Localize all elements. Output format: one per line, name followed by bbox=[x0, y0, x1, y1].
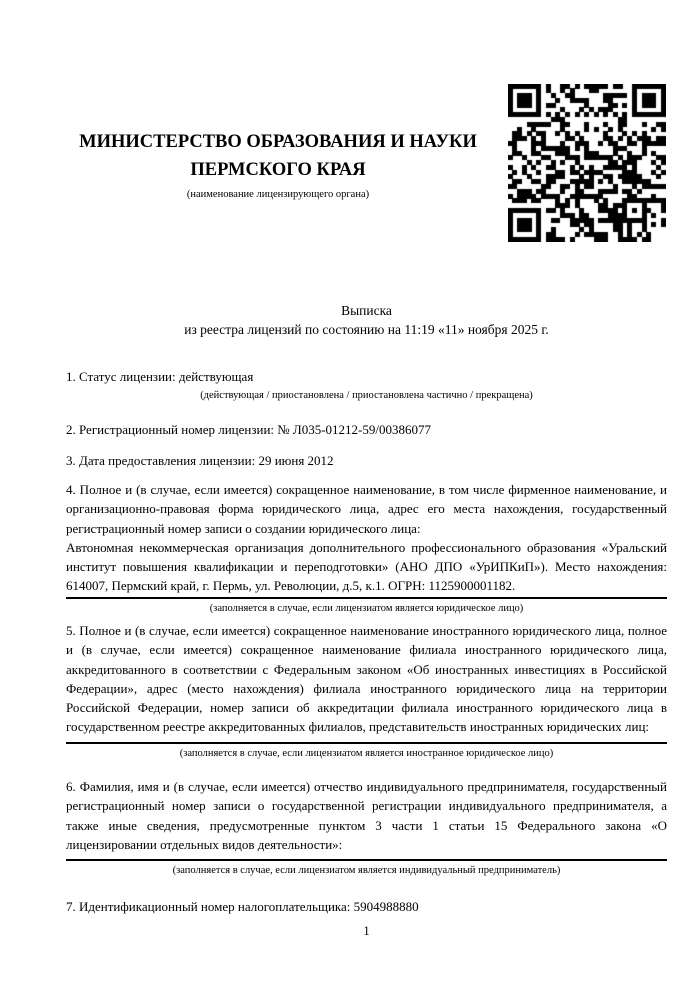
licensing-authority-header bbox=[66, 128, 490, 201]
ministry-name-caption: (наименование лицензирующего органа) bbox=[186, 189, 370, 200]
section-license-status bbox=[66, 367, 667, 403]
legal-entity-value: Автономная некоммерческая организация дополнительного профессионального образования «Уральский институт повышения квалификации и переподготовки» (АНО ДПО «УрИПКиП»). Место нахождения: 614007, Пермский край, г. Пермь, ул. Революции, д.5, к.1. ОГРН: 1125900001182. bbox=[66, 539, 667, 594]
registration-number-line: 2. Регистрационный номер лицензии: № Л035-01212-59/00386077 bbox=[66, 422, 432, 437]
document-title: Выписка bbox=[341, 303, 392, 318]
section-foreign-entity bbox=[66, 621, 667, 761]
section-legal-entity bbox=[66, 480, 667, 616]
grant-date-line: 3. Дата предоставления лицензии: 29 июня 2012 bbox=[66, 453, 334, 468]
section-grant-date bbox=[66, 451, 667, 470]
section-inn bbox=[66, 897, 667, 916]
individual-entrepreneur-note: (заполняется в случае, если лицензиатом является индивидуальный предприниматель) bbox=[172, 865, 561, 877]
legal-entity-label: 4. Полное и (в случае, если имеется) сокращенное наименование, в том числе фирменное наименование, и организационно-правовая форма юридического лица, адрес его места нахождения, государственный регистрационный номер записи о создании юридического лица: bbox=[66, 482, 667, 536]
document-subtitle: из реестра лицензий по состоянию на 11:19 «11» ноября 2025 г. bbox=[184, 322, 549, 337]
foreign-entity-fill-line bbox=[66, 742, 667, 744]
foreign-entity-note: (заполняется в случае, если лицензиатом является иностранное юридическое лицо) bbox=[179, 747, 554, 759]
foreign-entity-label: 5. Полное и (в случае, если имеется) сокращенное наименование иностранного юридического лица, полное и (в случае, если имеется) сокращенное наименование филиала иностранного юридического лица, аккредитованного в соответствии с Федеральным законом «Об иностранных инвестициях в Российской Федерации», адрес (место нахождения) филиала иностранного юридического лица на территории Российской Федерации, номер записи об аккредитации филиала иностранного юридического лица в государственном реестре аккредитованных филиалов, представительств иностранных юридических лиц: bbox=[66, 623, 667, 735]
section-individual-entrepreneur bbox=[66, 777, 667, 878]
legal-entity-note: (заполняется в случае, если лицензиатом является юридическое лицо) bbox=[209, 602, 524, 614]
page-number: 1 bbox=[363, 924, 370, 938]
license-status-line: 1. Статус лицензии: действующая bbox=[66, 369, 254, 384]
document-title-block bbox=[66, 301, 667, 339]
legal-entity-fill-line bbox=[66, 597, 667, 599]
section-registration-number bbox=[66, 420, 667, 439]
individual-entrepreneur-fill-line bbox=[66, 859, 667, 861]
ministry-name-line1: МИНИСТЕРСТВО ОБРАЗОВАНИЯ И НАУКИ bbox=[79, 132, 477, 152]
inn-line: 7. Идентификационный номер налогоплательщика: 5904988880 bbox=[66, 899, 419, 914]
ministry-name bbox=[66, 128, 490, 184]
qr-code-image bbox=[508, 84, 666, 242]
individual-entrepreneur-label: 6. Фамилия, имя и (в случае, если имеется) отчество индивидуального предпринимателя, государственный регистрационный номер записи о государственной регистрации индивидуального предпринимателя, а также иные сведения, предусмотренные пунктом 3 части 1 статьи 15 Федерального закона «О лицензировании отдельных видов деятельности»: bbox=[66, 779, 667, 852]
ministry-name-line2: ПЕРМСКОГО КРАЯ bbox=[190, 160, 366, 180]
license-status-options-note: (действующая / приостановлена / приостановлена частично / прекращена) bbox=[200, 390, 533, 402]
